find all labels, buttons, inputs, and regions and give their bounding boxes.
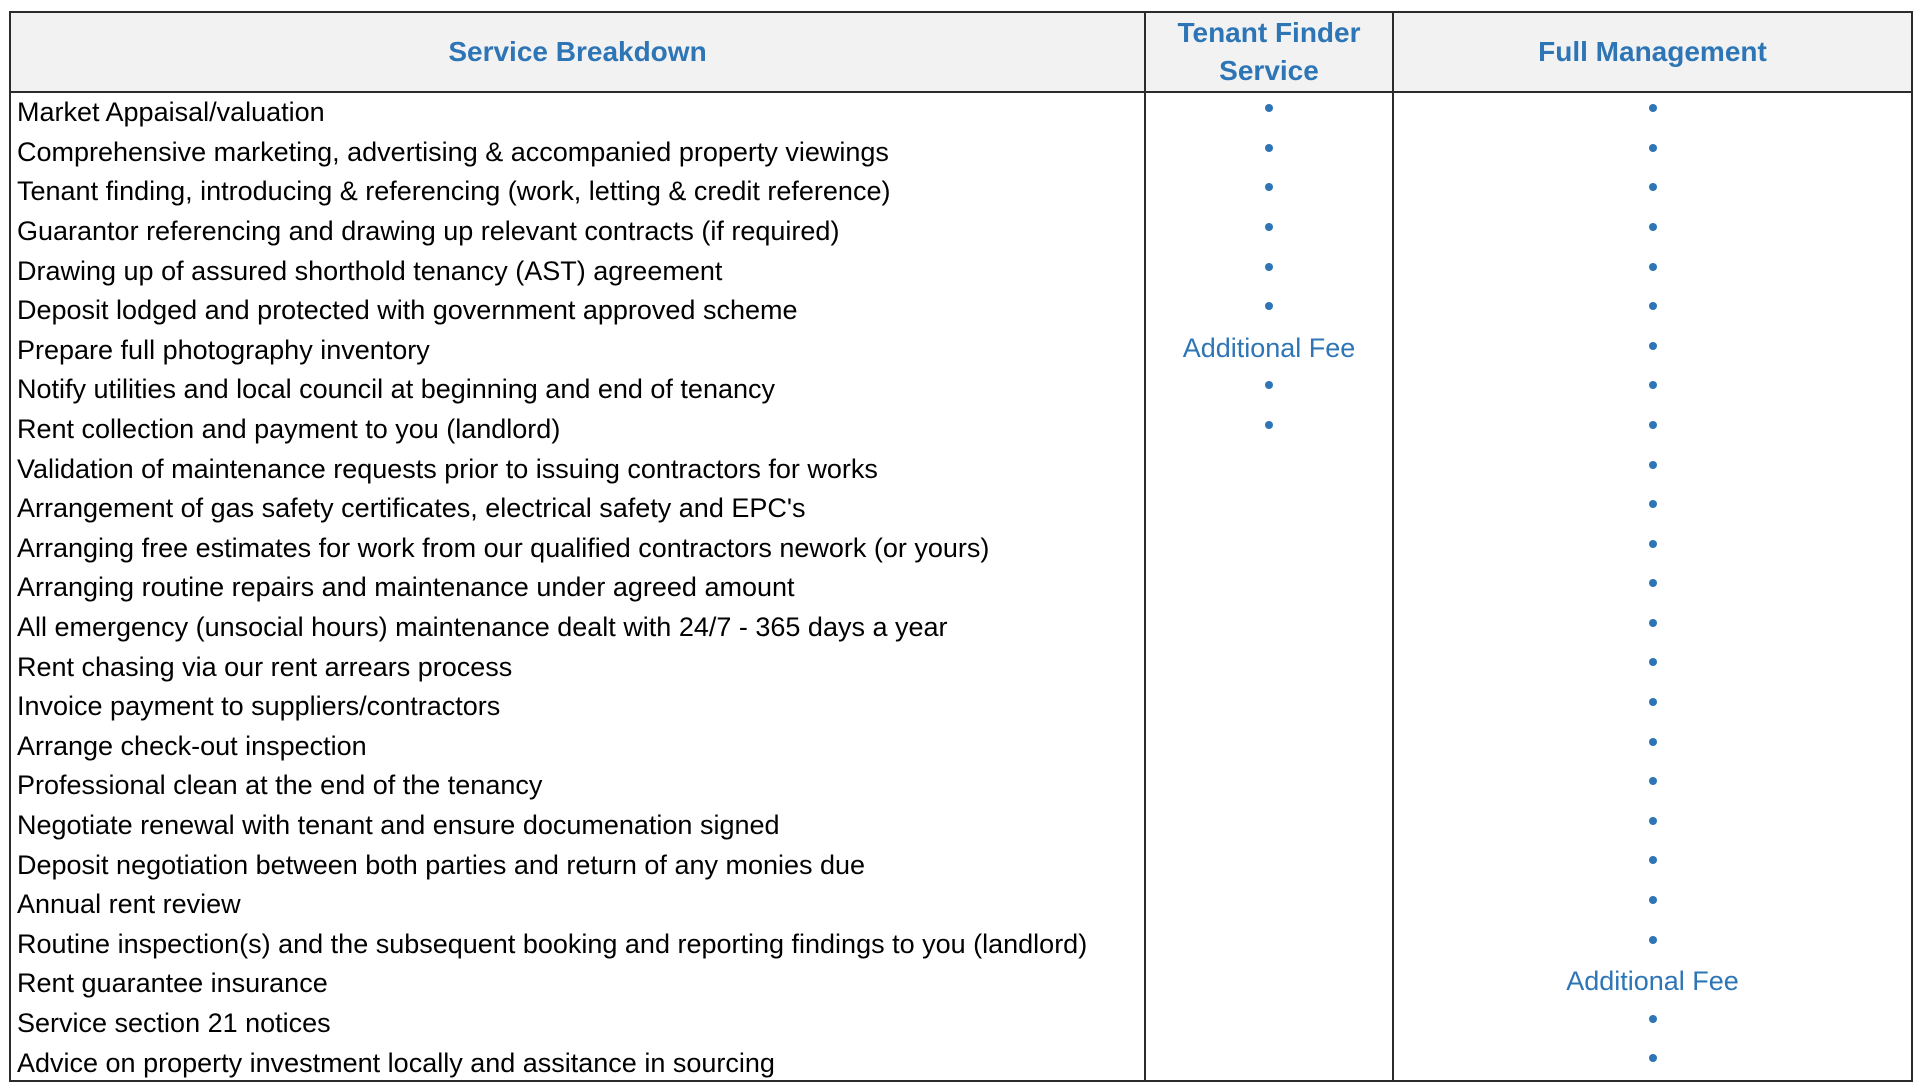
table-row [11, 172, 1911, 212]
table-row [11, 687, 1911, 727]
tenant-finder-cell [1145, 568, 1393, 608]
full-management-cell [1393, 727, 1911, 767]
additional-fee-label: Additional Fee [1182, 332, 1356, 363]
service-name-cell: Service section 21 notices [17, 1007, 331, 1038]
service-name-cell: Guarantor referencing and drawing up relevant contracts (if required) [17, 216, 840, 247]
table-row [11, 727, 1911, 767]
service-name-cell: Advice on property investment locally and assitance in sourcing [17, 1047, 775, 1078]
full-management-cell [1393, 568, 1911, 608]
table-row [11, 1043, 1911, 1082]
tenant-finder-cell [1145, 133, 1393, 173]
table-row [11, 964, 1911, 1004]
included-bullet-icon [1649, 461, 1657, 469]
service-name-cell: Rent guarantee insurance [17, 968, 328, 999]
full-management-cell [1393, 885, 1911, 925]
table-row [11, 806, 1911, 846]
table-row [11, 449, 1911, 489]
included-bullet-icon [1649, 1054, 1657, 1062]
service-name-cell: Comprehensive marketing, advertising & accompanied property viewings [17, 136, 889, 167]
service-name-cell: Annual rent review [17, 889, 241, 920]
tenant-finder-cell [1145, 608, 1393, 648]
full-management-header: Full Management [1393, 13, 1911, 92]
tenant-finder-cell [1145, 172, 1393, 212]
header-row [11, 13, 1911, 92]
full-management-cell [1393, 172, 1911, 212]
full-management-cell [1393, 1004, 1911, 1044]
included-bullet-icon [1649, 500, 1657, 508]
full-management-cell [1393, 370, 1911, 410]
full-management-cell [1393, 291, 1911, 331]
table-row [11, 608, 1911, 648]
included-bullet-icon [1265, 302, 1273, 310]
included-bullet-icon [1649, 104, 1657, 112]
table-row [11, 331, 1911, 371]
service-name-cell: Prepare full photography inventory [17, 334, 430, 365]
service-name-cell: Arrangement of gas safety certificates, electrical safety and EPC's [17, 493, 806, 524]
included-bullet-icon [1649, 896, 1657, 904]
service-name-cell: Deposit lodged and protected with government approved scheme [17, 295, 798, 326]
included-bullet-icon [1265, 104, 1273, 112]
service-table [11, 13, 1911, 1082]
tenant-finder-cell [1145, 885, 1393, 925]
table-row [11, 1004, 1911, 1044]
included-bullet-icon [1649, 223, 1657, 231]
service-name-cell: Deposit negotiation between both parties and return of any monies due [17, 849, 866, 880]
table-row [11, 845, 1911, 885]
full-management-cell [1393, 1043, 1911, 1082]
included-bullet-icon [1649, 856, 1657, 864]
full-management-cell [1393, 410, 1911, 450]
full-management-cell [1393, 133, 1911, 173]
tenant-finder-cell [1145, 489, 1393, 529]
service-name-cell: Drawing up of assured shorthold tenancy (AST) agreement [17, 255, 723, 286]
service-name-cell: Notify utilities and local council at beginning and end of tenancy [17, 374, 775, 405]
service-name-cell: Professional clean at the end of the tenancy [17, 770, 543, 801]
service-breakdown-header: Service Breakdown [11, 13, 1145, 92]
full-management-cell [1393, 647, 1911, 687]
included-bullet-icon [1265, 421, 1273, 429]
service-name-cell: Tenant finding, introducing & referencing (work, letting & credit reference) [17, 176, 891, 207]
tenant-finder-cell [1145, 92, 1393, 133]
tenant-finder-cell [1145, 251, 1393, 291]
tenant-finder-cell [1145, 1043, 1393, 1082]
service-name-cell: Market Appaisal/valuation [17, 97, 325, 128]
tenant-finder-cell [1145, 529, 1393, 569]
included-bullet-icon [1649, 579, 1657, 587]
tenant-finder-cell [1145, 845, 1393, 885]
tenant-finder-cell [1145, 647, 1393, 687]
full-management-cell [1393, 806, 1911, 846]
table-row [11, 568, 1911, 608]
included-bullet-icon [1265, 263, 1273, 271]
included-bullet-icon [1265, 183, 1273, 191]
included-bullet-icon [1265, 381, 1273, 389]
table-row [11, 212, 1911, 252]
included-bullet-icon [1649, 619, 1657, 627]
tenant-finder-cell [1145, 1004, 1393, 1044]
table-body [11, 92, 1911, 1082]
tenant-finder-cell [1145, 291, 1393, 331]
included-bullet-icon [1649, 777, 1657, 785]
full-management-cell [1393, 449, 1911, 489]
table-row [11, 647, 1911, 687]
table-row [11, 529, 1911, 569]
full-management-cell [1393, 331, 1911, 371]
included-bullet-icon [1649, 302, 1657, 310]
table-row [11, 251, 1911, 291]
included-bullet-icon [1649, 381, 1657, 389]
included-bullet-icon [1649, 658, 1657, 666]
service-name-cell: Rent collection and payment to you (landlord) [17, 414, 561, 445]
included-bullet-icon [1649, 817, 1657, 825]
full-management-cell [1393, 687, 1911, 727]
tenant-finder-cell [1145, 331, 1393, 371]
service-name-cell: All emergency (unsocial hours) maintenance dealt with 24/7 - 365 days a year [17, 612, 948, 643]
tenant-finder-cell [1145, 212, 1393, 252]
included-bullet-icon [1649, 342, 1657, 350]
service-name-cell: Invoice payment to suppliers/contractors [17, 691, 501, 722]
full-management-cell [1393, 92, 1911, 133]
full-management-cell [1393, 845, 1911, 885]
additional-fee-label: Additional Fee [1566, 966, 1739, 997]
full-management-cell [1393, 766, 1911, 806]
table-row [11, 133, 1911, 173]
service-name-cell: Arrange check-out inspection [17, 730, 367, 761]
tenant-finder-cell [1145, 449, 1393, 489]
included-bullet-icon [1649, 698, 1657, 706]
tenant-finder-cell [1145, 766, 1393, 806]
service-name-cell: Rent chasing via our rent arrears process [17, 651, 513, 682]
table-row [11, 766, 1911, 806]
included-bullet-icon [1649, 183, 1657, 191]
included-bullet-icon [1649, 263, 1657, 271]
service-name-cell: Routine inspection(s) and the subsequent booking and reporting findings to you (landlord) [17, 928, 1088, 959]
service-comparison-table [9, 11, 1913, 1082]
table-header [11, 13, 1911, 92]
table-row [11, 410, 1911, 450]
table-row [11, 370, 1911, 410]
tenant-finder-header: Tenant Finder Service [1145, 13, 1393, 92]
included-bullet-icon [1649, 738, 1657, 746]
table-row [11, 92, 1911, 133]
tenant-finder-cell [1145, 410, 1393, 450]
service-name-cell: Arranging routine repairs and maintenance under agreed amount [17, 572, 795, 603]
service-name-cell: Validation of maintenance requests prior to issuing contractors for works [17, 453, 878, 484]
included-bullet-icon [1265, 223, 1273, 231]
included-bullet-icon [1649, 421, 1657, 429]
full-management-cell [1393, 212, 1911, 252]
included-bullet-icon [1649, 936, 1657, 944]
full-management-cell [1393, 608, 1911, 648]
full-management-cell [1393, 251, 1911, 291]
service-name-cell: Arranging free estimates for work from our qualified contractors nework (or yours) [17, 532, 990, 563]
tenant-finder-cell [1145, 727, 1393, 767]
tenant-finder-cell [1145, 924, 1393, 964]
included-bullet-icon [1649, 1015, 1657, 1023]
included-bullet-icon [1649, 144, 1657, 152]
included-bullet-icon [1649, 540, 1657, 548]
included-bullet-icon [1265, 144, 1273, 152]
full-management-cell [1393, 964, 1911, 1004]
full-management-cell [1393, 924, 1911, 964]
full-management-cell [1393, 489, 1911, 529]
table-row [11, 885, 1911, 925]
tenant-finder-cell [1145, 964, 1393, 1004]
tenant-finder-cell [1145, 687, 1393, 727]
table-row [11, 291, 1911, 331]
tenant-finder-cell [1145, 370, 1393, 410]
table-row [11, 489, 1911, 529]
tenant-finder-cell [1145, 806, 1393, 846]
full-management-cell [1393, 529, 1911, 569]
service-name-cell: Negotiate renewal with tenant and ensure documenation signed [17, 809, 780, 840]
table-row [11, 924, 1911, 964]
